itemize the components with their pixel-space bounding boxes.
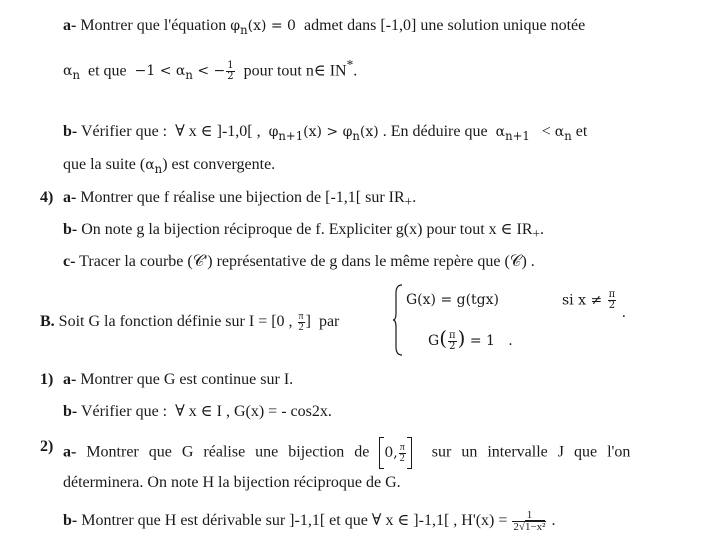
piecewise-case2: G( $\frac{\pi}{2}$ ) = 1 . [428,326,513,352]
b-q2b: b- Montrer que H est dérivable sur ]-1,1[ et que ∀ x ∈ ]-1,1[ , H'(x) = $\frac{1}{\text{2√1−x²}}$ . [63,509,556,533]
b-q1b: b- Vérifier que : ∀ x ∈ I , G(x) = - cos2x. [63,403,332,420]
piecewise-case1-condition: si x ≠ $\frac{\pi}{2}$ . [562,289,627,321]
b-q2a-line2: déterminera. On note H la bijection réciproque de G. [63,474,401,491]
b-q2-number: 2) [40,438,54,455]
q4a: a- Montrer que f réalise une bijection de [-1,1[ sur $IR_+$. [63,189,417,210]
part-b-intro: B. Soit G la fonction définie sur I = [0 , $\frac{\pi}{2}$ ] par [40,311,340,333]
q3a-line1: a- Montrer que l'équation $\varphi_n(x) = 0$ admet dans [-1,0] une solution unique notée [63,17,586,37]
q4-number: 4) [40,189,54,206]
piecewise-case1: G(x) = g(tgx) [406,292,500,308]
q3a-line2: $\alpha_n$ et que $-1 < \alpha_n$ < − $\frac{1}{2}$ pour tout n∈ IN*. [63,57,358,83]
q4b: b- On note g la bijection réciproque de f. Expliciter g(x) pour tout x ∈ $IR_+$. [63,221,545,242]
b-q1a: a- Montrer que G est continue sur I. [63,371,294,388]
piecewise-brace [392,283,404,357]
b-q1-number: 1) [40,371,54,388]
q3b-line1: b- Vérifier que : ∀ x ∈ ]-1,0[ , $\varphi_{n+1}(x) > \varphi_n(x)$ . En déduire que $\alpha_{n+1} < \alpha_n$ et [63,123,588,143]
b-q2a-line1: a- Montrer que G réalise une bijection de 0, $\frac{\pi}{2}$ sur un intervalle J que l'on [63,437,630,469]
q4c: c- Tracer la courbe (𝒞') représentative de g dans le même repère que (𝒞) . [63,253,535,270]
q3b-line2: que la suite $(\alpha_n)$ est convergente. [63,156,276,176]
